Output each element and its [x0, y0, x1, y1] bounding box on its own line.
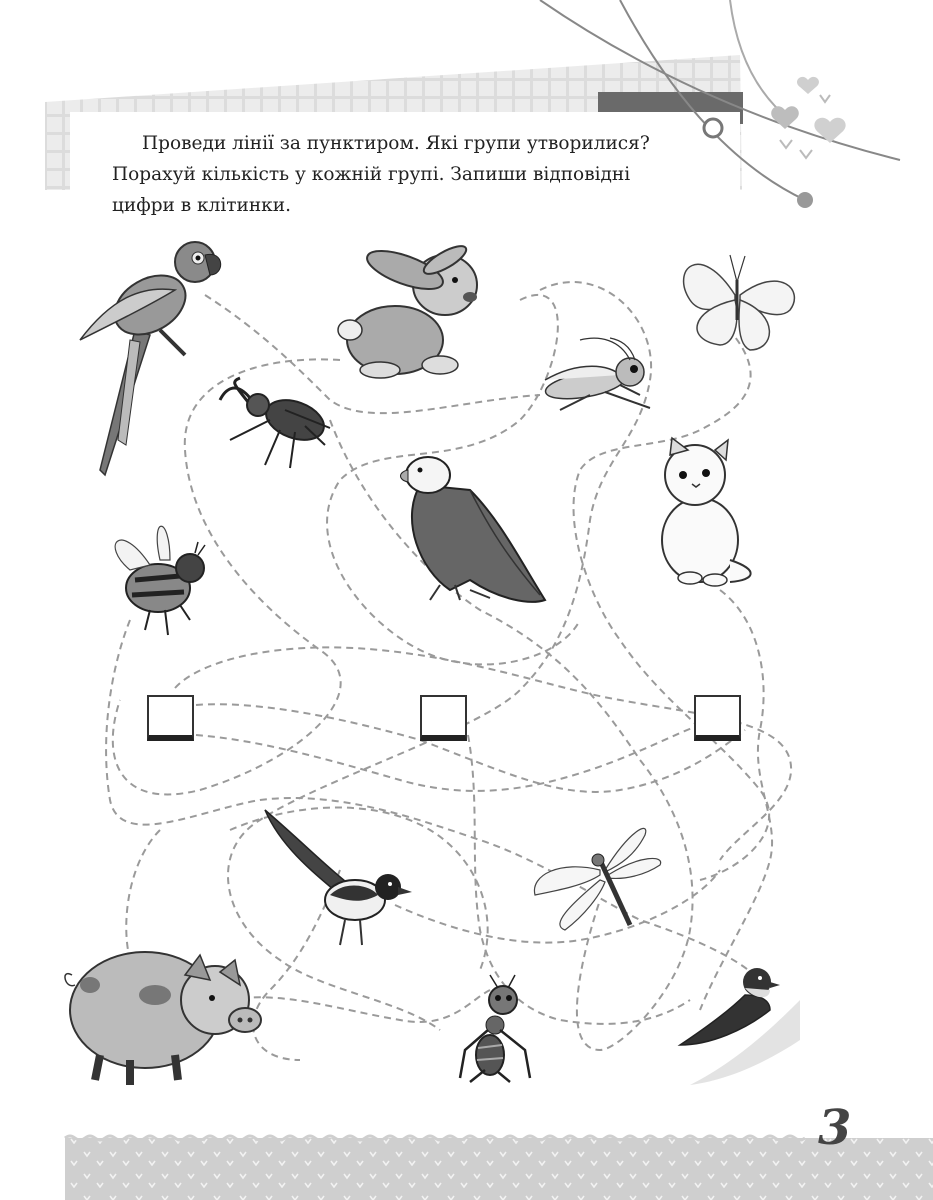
butterfly-icon — [684, 255, 795, 350]
grasshopper-icon — [544, 338, 650, 410]
stag-beetle-icon — [220, 378, 330, 468]
task-instruction: Проведи лінії за пунктиром. Які групи утворилися? Порахуй кількість у кожній групі. Запиши відповідні цифри в клітинки. — [112, 133, 650, 216]
rabbit-icon — [338, 241, 477, 378]
magpie-icon — [265, 810, 412, 945]
eagle-icon — [401, 457, 546, 602]
bumblebee-icon — [115, 526, 205, 635]
page-number: 3 — [818, 1100, 852, 1156]
parrot-icon — [80, 242, 221, 475]
pig-icon — [65, 952, 261, 1085]
swallow-icon — [680, 968, 800, 1085]
dragonfly-icon — [534, 828, 660, 930]
ant-icon — [460, 975, 530, 1082]
kitten-icon — [662, 438, 751, 586]
